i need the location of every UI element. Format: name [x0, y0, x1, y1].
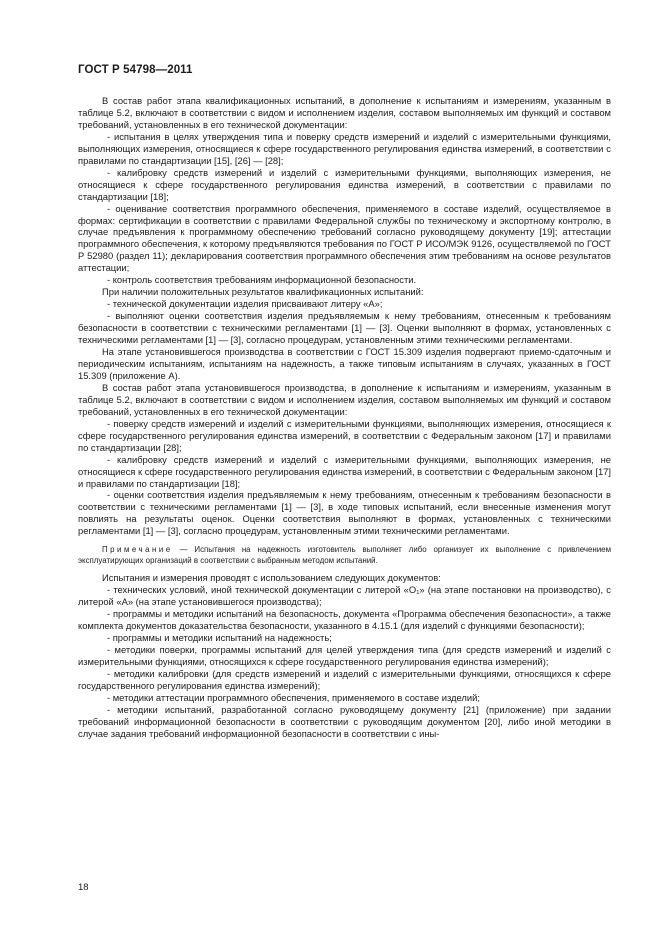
list-item: - методики поверки, программы испытаний для целей утверждения типа (для средств измерений и изделий с измерительными функциями, относящихся к сфере государственного регулирования единства измерений); — [78, 643, 611, 667]
list-item: - методики аттестации программного обеспечения, применяемого в составе изделий; — [107, 691, 480, 703]
note-label: Примечание — [102, 545, 173, 555]
page-number: 18 — [78, 882, 89, 893]
paragraph: Испытания и измерения проводят с использованием следующих документов: — [102, 572, 441, 584]
list-item: - поверку средств измерений и изделий с измерительными функциями, выполняющих измерения, относящиеся к сфере государственного регулирования единства измерений, в соответствии с Федеральным законом [17] и правилами по стандартизации [28]; — [78, 417, 611, 453]
list-item: - калибровку средств измерений и изделий с измерительными функциями, выполняющих измерения, не относящиеся к сфере государственного регулирования единства измерений, в соответствии с правилами по стандартизации [18]; — [78, 166, 611, 202]
list-item: - технической документации изделия присваивают литеру «А»; — [107, 298, 383, 310]
paragraph-group-1 — [78, 95, 611, 537]
list-item: - программы и методики испытаний на надежность; — [107, 632, 332, 644]
note — [78, 544, 611, 566]
list-item: - выполняют оценки соответствия изделия предъявляемым к нему требованиям, отнесенным к требованиям безопасности в соответствии с техническими регламентами [1] — [3]. Оценки выполняют в формах, установленных с техническими регламентами [1] — [3], согласно процедурам, установленным этими техническими регламентами. — [78, 310, 611, 346]
list-item: - оценивание соответствия программного обеспечения, применяемого в составе изделий, осуществляемое в формах: сертификации в соответствии с правилами Федеральной службы по техническому и экспортному контролю, в случае предъявления к программному обеспечению требований согласно руководящему документу [19]; аттестации программного обеспечения, к которому предъявляются требования по ГОСТ Р ИСО/МЭК 9126, осуществляемой по ГОСТ Р 52980 (раздел 11); декларирования соответствия программного обеспечения этим требованиям на основе результатов аттестации; — [78, 202, 611, 274]
document-body — [78, 95, 611, 740]
page-header-standard-id: ГОСТ Р 54798—2011 — [78, 64, 193, 76]
paragraph: В состав работ этапа установившегося производства, в дополнение к испытаниям и измерениям, указанным в таблице 5.2, включают в соответствии с видом и исполнением изделия, составом выполняемых им функций и составом требований, установленных в его технической документации: — [78, 381, 611, 417]
paragraph: При наличии положительных результатов квалификационных испытаний: — [102, 286, 424, 298]
list-item: - контроль соответствия требованиям информационной безопасности. — [107, 274, 417, 286]
paragraph: В состав работ этапа квалификационных испытаний, в дополнение к испытаниям и измерениям, указанным в таблице 5.2, включают в соответствии с видом и исполнением изделия, составом выполняемых им функций и составом требований, установленных в его технической документации: — [78, 95, 611, 130]
paragraph-group-2 — [78, 572, 611, 739]
paragraph: На этапе установившегося производства в соответствии с ГОСТ 15.309 изделия подвергают приемо-сдаточным и периодическим испытаниям, испытаниям на надежность, а также типовым испытаниям в случаях, указанных в ГОСТ 15.309 (приложение А). — [78, 346, 611, 381]
list-item: - программы и методики испытаний на безопасность, документа «Программа обеспечения безопасности», а также комплекта документов доказательства безопасности, указанного в 4.15.1 (для изделий с функциями безопасности); — [78, 608, 611, 632]
list-item: - испытания в целях утверждения типа и поверку средств измерений и изделий с измерительными функциями, выполняющих измерения, относящиеся к сфере государственного регулирования единства измерений, в соответствии с правилами по стандартизации [15], [26] — [28]; — [78, 130, 611, 166]
list-item: - методики калибровки (для средств измерений и изделий с измерительными функциями, относящихся к сфере государственного регулирования единства измерений); — [78, 667, 611, 691]
list-item: - оценки соответствия изделия предъявляемым к нему требованиям, отнесенным к требованиям безопасности в соответствии с техническими регламентами [1] — [3], в ходе типовых испытаний, если внесенные изменения могут повлиять на результаты оценок. Оценки соответствия выполняют в формах, установленных с техническими регламентами [1] — [3], согласно процедурам, установленным этими техническими регламентами. — [78, 489, 611, 537]
list-item: - технических условий, иной технической документации с литерой «O₁» (на этапе постановки на производство), с литерой «А» (на этапе установившегося производства); — [78, 584, 611, 608]
list-item: - методики испытаний, разработанной согласно руководящему документу [21] (приложение) при задании требований информационной безопасности в соответствии с руководящим документом [20], либо иной методики в случае задания требований информационной безопасности в соответствии с ины- — [78, 703, 611, 739]
note-text: — Испытания на надежность изготовитель выполняет либо организует их выполнение с привлечением эксплуатирующих организаций в соответствии с выбранным методом испытаний. — [78, 545, 611, 566]
list-item: - калибровку средств измерений и изделий с измерительными функциями, выполняющих измерения, не относящиеся к сфере государственного регулирования единства измерений, в соответствии с Федеральным законом [17] и правилами по стандартизации [18]; — [78, 453, 611, 489]
